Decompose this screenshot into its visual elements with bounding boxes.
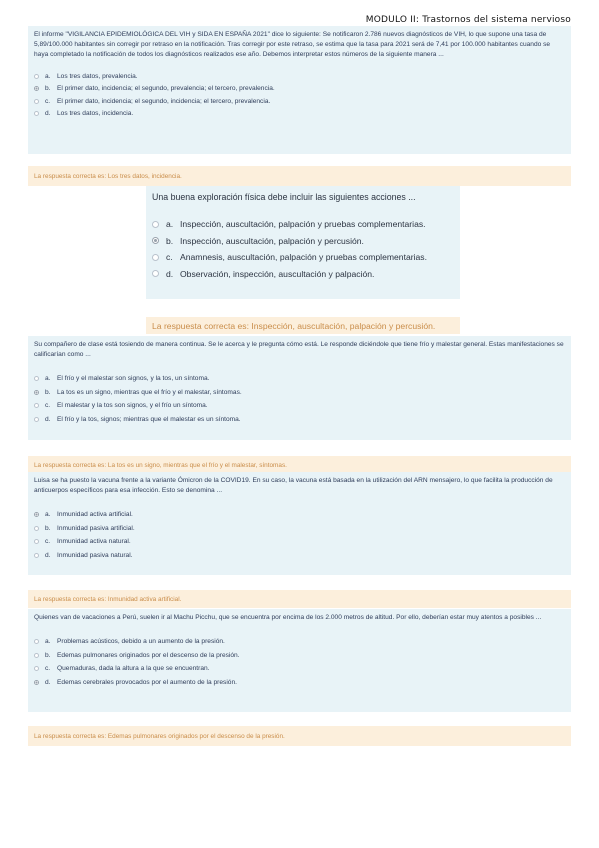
option-b[interactable]: b. La tos es un signo, mientras que el frío y el malestar, síntomas.: [34, 386, 565, 400]
radio-button[interactable]: [34, 417, 39, 422]
option-b[interactable]: b. El primer dato, incidencia; el segundo, prevalencia; el tercero, prevalencia.: [34, 83, 565, 96]
option-label: Problemas acústicos, debido a un aumento de la presión.: [57, 638, 225, 646]
option-c[interactable]: c. Anamnesis, auscultación, palpación y pruebas complementarias.: [152, 249, 454, 266]
option-d[interactable]: d. El frío y la tos, signos; mientras que el malestar es un síntoma.: [34, 413, 565, 427]
option-a[interactable]: a. Inspección, auscultación, palpación y pruebas complementarias.: [152, 216, 454, 233]
option-c[interactable]: c. El primer dato, incidencia; el segundo, incidencia; el tercero, prevalencia.: [34, 95, 565, 108]
radio-button[interactable]: [34, 653, 39, 658]
option-label: El frío y el malestar son signos, y la tos, un síntoma.: [57, 375, 210, 383]
radio-button[interactable]: [34, 539, 39, 544]
option-d[interactable]: d. Los tres datos, incidencia.: [34, 108, 565, 121]
option-label: Inmunidad activa natural.: [57, 538, 131, 546]
question-1: [28, 26, 571, 154]
option-label: El primer dato, incidencia; el segundo, incidencia; el tercero, prevalencia.: [57, 97, 271, 105]
option-label: Inspección, auscultación, palpación y percusión.: [180, 235, 364, 246]
option-label: Los tres datos, incidencia.: [57, 110, 134, 118]
question-2: [146, 186, 460, 299]
option-label: Los tres datos, prevalencia.: [57, 72, 138, 80]
option-label: El malestar y la tos son signos, y el frío un síntoma.: [57, 402, 208, 410]
option-b[interactable]: b. Edemas pulmonares originados por el descenso de la presión.: [34, 649, 565, 663]
radio-button[interactable]: [34, 639, 39, 644]
radio-button[interactable]: [34, 74, 39, 79]
option-label: Observación, inspección, auscultación y palpación.: [180, 268, 375, 279]
question-text: Su compañero de clase está tosiendo de manera continua. Se le acerca y le pregunta cómo está. Le responde diciéndole que tiene frío y malestar general. Estas manifestaciones se calificarían como ...: [34, 341, 564, 358]
correct-answer: La respuesta correcta es: Los tres datos, incidencia.: [28, 166, 571, 186]
option-label: Edemas pulmonares originados por el descenso de la presión.: [57, 651, 240, 659]
question-text: Quienes van de vacaciones a Perú, suelen ir al Machu Picchu, que se encuentra por encima de los 2.000 metros de altitud. Por ello, deberían estar muy atentos a posibles ...: [34, 614, 542, 621]
radio-button[interactable]: [152, 221, 159, 228]
question-text: El informe "VIGILANCIA EPIDEMIOLÓGICA DEL VIH y SIDA EN ESPAÑA 2021" dice lo siguiente: Se notificaron 2.786 nuevos diagnósticos de VIH, lo que supone una tasa de 5,89/100.000 habitantes sin corregir por retraso en la notificación. Tras corregir por este retraso, se estima que la tasa para 2021 será de 7,41 por 100.000 habitantes cuando se haya completado la notificación de todos los diagnósticos realizados ese año. Debemos interpretar estos números de la siguiente manera ...: [34, 31, 551, 58]
radio-button[interactable]: [152, 254, 159, 261]
option-c[interactable]: c. El malestar y la tos son signos, y el frío un síntoma.: [34, 399, 565, 413]
question-text: Una buena exploración física debe incluir las siguientes acciones ...: [152, 192, 416, 202]
question-4: [28, 472, 571, 575]
radio-button[interactable]: [34, 376, 39, 381]
option-label: El primer dato, incidencia; el segundo, prevalencia; el tercero, prevalencia.: [57, 85, 275, 93]
correct-answer: La respuesta correcta es: Edemas pulmonares originados por el descenso de la presión.: [28, 726, 571, 746]
option-label: La tos es un signo, mientras que el frío y el malestar, síntomas.: [57, 388, 242, 396]
radio-button-checked[interactable]: [34, 390, 39, 395]
option-label: Inmunidad activa artificial.: [57, 511, 133, 519]
option-b[interactable]: b. Inspección, auscultación, palpación y percusión.: [152, 233, 454, 250]
option-label: Inspección, auscultación, palpación y pruebas complementarias.: [180, 219, 426, 230]
option-label: Edemas cerebrales provocados por el aumento de la presión.: [57, 678, 237, 686]
question-5: [28, 609, 571, 712]
radio-button[interactable]: [152, 270, 159, 277]
question-text: Luisa se ha puesto la vacuna frente a la variante Ómicron de la COVID19. En su caso, la vacuna está basada en la utilización del ARN mensajero, lo que facilita la producción de anticuerpos específicos para esa infección. Esto se denomina ...: [34, 477, 553, 494]
question-3: [28, 336, 571, 440]
radio-button-checked[interactable]: [34, 86, 39, 91]
option-label: Inmunidad pasiva natural.: [57, 551, 133, 559]
correct-answer: La respuesta correcta es: La tos es un signo, mientras que el frío y el malestar, síntomas.: [28, 456, 571, 474]
option-label: Anamnesis, auscultación, palpación y pruebas complementarias.: [180, 252, 427, 263]
page-header: MODULO II: Trastornos del sistema nervioso: [365, 15, 571, 25]
radio-button[interactable]: [34, 99, 39, 104]
option-label: Quemaduras, dada la altura a la que se encuentran.: [57, 665, 210, 673]
option-a[interactable]: a. Los tres datos, prevalencia.: [34, 70, 565, 83]
radio-button-checked[interactable]: [34, 680, 39, 685]
radio-button-checked[interactable]: [34, 512, 39, 517]
option-a[interactable]: a. El frío y el malestar son signos, y la tos, un síntoma.: [34, 372, 565, 386]
radio-button[interactable]: [34, 403, 39, 408]
option-a[interactable]: a. Inmunidad activa artificial.: [34, 508, 565, 522]
option-d[interactable]: d. Edemas cerebrales provocados por el aumento de la presión.: [34, 676, 565, 690]
option-d[interactable]: d. Inmunidad pasiva natural.: [34, 549, 565, 563]
option-a[interactable]: a. Problemas acústicos, debido a un aumento de la presión.: [34, 635, 565, 649]
radio-button[interactable]: [34, 111, 39, 116]
radio-button[interactable]: [34, 666, 39, 671]
radio-button[interactable]: [34, 553, 39, 558]
correct-answer: La respuesta correcta es: Inmunidad activa artificial.: [28, 590, 571, 608]
option-label: Inmunidad pasiva artificial.: [57, 524, 135, 532]
option-label: El frío y la tos, signos; mientras que el malestar es un síntoma.: [57, 415, 241, 423]
radio-button-checked[interactable]: [152, 237, 159, 244]
option-d[interactable]: d. Observación, inspección, auscultación y palpación.: [152, 266, 454, 283]
option-c[interactable]: c. Inmunidad activa natural.: [34, 535, 565, 549]
option-b[interactable]: b. Inmunidad pasiva artificial.: [34, 522, 565, 536]
correct-answer: La respuesta correcta es: Inspección, auscultación, palpación y percusión.: [146, 317, 460, 334]
option-c[interactable]: c. Quemaduras, dada la altura a la que se encuentran.: [34, 662, 565, 676]
radio-button[interactable]: [34, 526, 39, 531]
